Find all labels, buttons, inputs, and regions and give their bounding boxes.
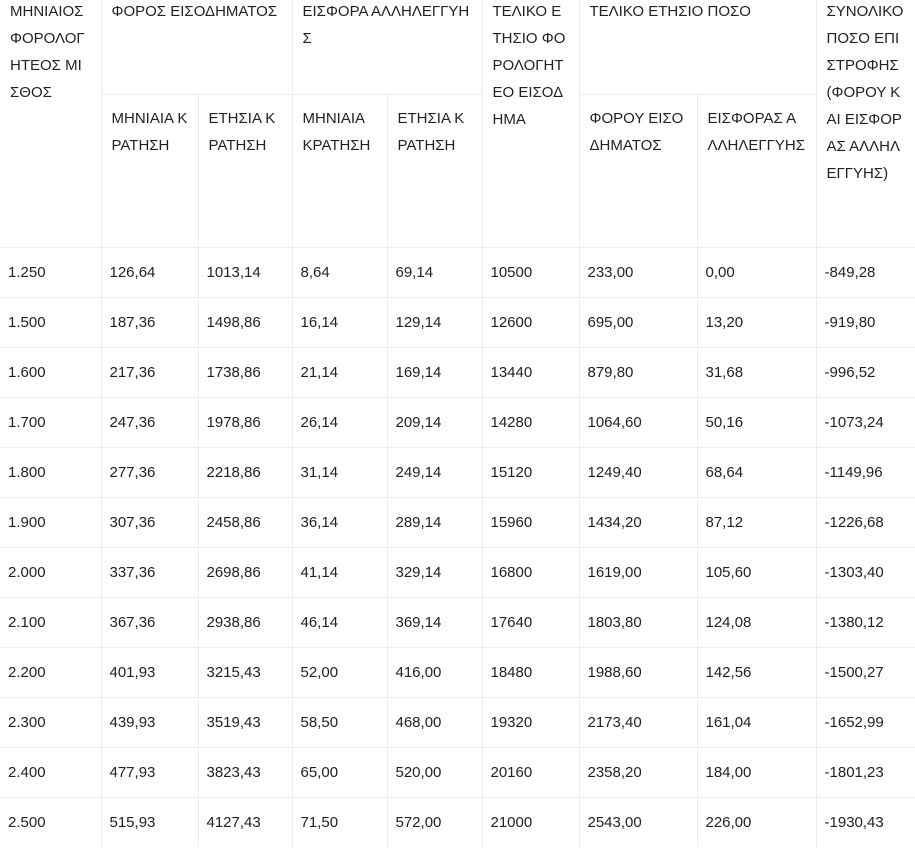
solidarity-monthly-cell: 71,50 [292, 798, 387, 848]
solidarity-annual-cell: 289,14 [387, 498, 482, 548]
final-solidarity-cell: 184,00 [697, 748, 816, 798]
income-tax-monthly-cell: 247,36 [101, 398, 198, 448]
final-solidarity-cell: 124,08 [697, 598, 816, 648]
salary-cell: 2.200 [0, 648, 101, 698]
header-monthly-salary: ΜΗΝΙΑΙΟΣ ΦΟΡΟΛΟΓΗΤΕΟΣ ΜΙΣΘΟΣ [0, 0, 101, 248]
total-refund-cell: -849,28 [816, 248, 915, 298]
table-row [0, 298, 915, 348]
final-solidarity-cell: 105,60 [697, 548, 816, 598]
income-tax-annual-cell: 2698,86 [198, 548, 292, 598]
final-solidarity-cell: 50,16 [697, 398, 816, 448]
total-refund-cell: -1652,99 [816, 698, 915, 748]
total-refund-cell: -1500,27 [816, 648, 915, 698]
header-total-refund: ΣΥΝΟΛΙΚΟ ΠΟΣΟ ΕΠΙΣΤΡΟΦΗΣ (ΦΟΡΟΥ ΚΑΙ ΕΙΣΦΟΡΑΣ ΑΛΛΗΛΕΓΓΥΗΣ) [816, 0, 915, 248]
table-row [0, 448, 915, 498]
salary-cell: 1.900 [0, 498, 101, 548]
solidarity-annual-cell: 416,00 [387, 648, 482, 698]
solidarity-annual-cell: 129,14 [387, 298, 482, 348]
table-row [0, 398, 915, 448]
table-row [0, 598, 915, 648]
income-tax-annual-cell: 2458,86 [198, 498, 292, 548]
income-tax-annual-cell: 1738,86 [198, 348, 292, 398]
salary-cell: 2.400 [0, 748, 101, 798]
final-taxable-income-cell: 16800 [482, 548, 579, 598]
header-final-taxable-income: ΤΕΛΙΚΟ ΕΤΗΣΙΟ ΦΟΡΟΛΟΓΗΤΕΟ ΕΙΣΟΔΗΜΑ [482, 0, 579, 248]
income-tax-monthly-cell: 515,93 [101, 798, 198, 848]
table-row [0, 348, 915, 398]
header-solidarity-monthly: ΜΗΝΙΑΙΑ ΚΡΑΤΗΣΗ [292, 95, 387, 248]
table-body [0, 248, 915, 848]
total-refund-cell: -996,52 [816, 348, 915, 398]
salary-cell: 2.500 [0, 798, 101, 848]
header-solidarity-annual: ΕΤΗΣΙΑ ΚΡΑΤΗΣΗ [387, 95, 482, 248]
income-tax-monthly-cell: 217,36 [101, 348, 198, 398]
solidarity-monthly-cell: 8,64 [292, 248, 387, 298]
income-tax-monthly-cell: 126,64 [101, 248, 198, 298]
salary-cell: 1.500 [0, 298, 101, 348]
final-income-tax-cell: 1249,40 [579, 448, 697, 498]
total-refund-cell: -1303,40 [816, 548, 915, 598]
solidarity-annual-cell: 249,14 [387, 448, 482, 498]
final-taxable-income-cell: 14280 [482, 398, 579, 448]
table-row [0, 698, 915, 748]
header-final-income-tax: ΦΟΡΟΥ ΕΙΣΟΔΗΜΑΤΟΣ [579, 95, 697, 248]
income-tax-monthly-cell: 367,36 [101, 598, 198, 648]
income-tax-monthly-cell: 477,93 [101, 748, 198, 798]
total-refund-cell: -919,80 [816, 298, 915, 348]
salary-cell: 2.100 [0, 598, 101, 648]
final-income-tax-cell: 1803,80 [579, 598, 697, 648]
final-income-tax-cell: 1064,60 [579, 398, 697, 448]
final-solidarity-cell: 31,68 [697, 348, 816, 398]
final-income-tax-cell: 2358,20 [579, 748, 697, 798]
final-taxable-income-cell: 18480 [482, 648, 579, 698]
final-solidarity-cell: 87,12 [697, 498, 816, 548]
solidarity-annual-cell: 329,14 [387, 548, 482, 598]
solidarity-monthly-cell: 36,14 [292, 498, 387, 548]
final-solidarity-cell: 13,20 [697, 298, 816, 348]
final-solidarity-cell: 161,04 [697, 698, 816, 748]
final-income-tax-cell: 695,00 [579, 298, 697, 348]
final-taxable-income-cell: 20160 [482, 748, 579, 798]
total-refund-cell: -1226,68 [816, 498, 915, 548]
total-refund-cell: -1149,96 [816, 448, 915, 498]
solidarity-monthly-cell: 46,14 [292, 598, 387, 648]
total-refund-cell: -1930,43 [816, 798, 915, 848]
final-income-tax-cell: 879,80 [579, 348, 697, 398]
final-income-tax-cell: 2543,00 [579, 798, 697, 848]
header-income-tax-annual: ΕΤΗΣΙΑ ΚΡΑΤΗΣΗ [198, 95, 292, 248]
final-taxable-income-cell: 12600 [482, 298, 579, 348]
solidarity-monthly-cell: 65,00 [292, 748, 387, 798]
final-solidarity-cell: 226,00 [697, 798, 816, 848]
income-tax-monthly-cell: 277,36 [101, 448, 198, 498]
solidarity-monthly-cell: 58,50 [292, 698, 387, 748]
final-solidarity-cell: 142,56 [697, 648, 816, 698]
income-tax-monthly-cell: 401,93 [101, 648, 198, 698]
income-tax-monthly-cell: 439,93 [101, 698, 198, 748]
solidarity-monthly-cell: 16,14 [292, 298, 387, 348]
final-taxable-income-cell: 21000 [482, 798, 579, 848]
solidarity-monthly-cell: 26,14 [292, 398, 387, 448]
income-tax-annual-cell: 1498,86 [198, 298, 292, 348]
income-tax-annual-cell: 3823,43 [198, 748, 292, 798]
header-income-tax-monthly: ΜΗΝΙΑΙΑ ΚΡΑΤΗΣΗ [101, 95, 198, 248]
total-refund-cell: -1073,24 [816, 398, 915, 448]
header-final-solidarity: ΕΙΣΦΟΡΑΣ ΑΛΛΗΛΕΓΓΥΗΣ [697, 95, 816, 248]
final-taxable-income-cell: 19320 [482, 698, 579, 748]
header-income-tax: ΦΟΡΟΣ ΕΙΣΟΔΗΜΑΤΟΣ [101, 0, 292, 95]
table-row [0, 498, 915, 548]
salary-cell: 1.250 [0, 248, 101, 298]
solidarity-monthly-cell: 52,00 [292, 648, 387, 698]
solidarity-annual-cell: 69,14 [387, 248, 482, 298]
income-tax-monthly-cell: 337,36 [101, 548, 198, 598]
solidarity-annual-cell: 572,00 [387, 798, 482, 848]
total-refund-cell: -1380,12 [816, 598, 915, 648]
table-row [0, 798, 915, 848]
solidarity-monthly-cell: 21,14 [292, 348, 387, 398]
final-solidarity-cell: 68,64 [697, 448, 816, 498]
income-tax-annual-cell: 1978,86 [198, 398, 292, 448]
income-tax-annual-cell: 2938,86 [198, 598, 292, 648]
income-tax-annual-cell: 1013,14 [198, 248, 292, 298]
income-tax-annual-cell: 3215,43 [198, 648, 292, 698]
solidarity-monthly-cell: 31,14 [292, 448, 387, 498]
solidarity-annual-cell: 369,14 [387, 598, 482, 648]
final-income-tax-cell: 1988,60 [579, 648, 697, 698]
salary-cell: 1.600 [0, 348, 101, 398]
final-income-tax-cell: 1434,20 [579, 498, 697, 548]
final-taxable-income-cell: 17640 [482, 598, 579, 648]
salary-cell: 1.700 [0, 398, 101, 448]
salary-cell: 2.300 [0, 698, 101, 748]
final-taxable-income-cell: 15960 [482, 498, 579, 548]
table-row [0, 748, 915, 798]
salary-cell: 2.000 [0, 548, 101, 598]
solidarity-annual-cell: 468,00 [387, 698, 482, 748]
final-income-tax-cell: 2173,40 [579, 698, 697, 748]
final-income-tax-cell: 233,00 [579, 248, 697, 298]
total-refund-cell: -1801,23 [816, 748, 915, 798]
income-tax-monthly-cell: 187,36 [101, 298, 198, 348]
header-solidarity-contribution: ΕΙΣΦΟΡΑ ΑΛΛΗΛΕΓΓΥΗΣ [292, 0, 482, 95]
final-income-tax-cell: 1619,00 [579, 548, 697, 598]
table-row [0, 548, 915, 598]
final-taxable-income-cell: 13440 [482, 348, 579, 398]
table-row [0, 248, 915, 298]
income-tax-annual-cell: 4127,43 [198, 798, 292, 848]
salary-cell: 1.800 [0, 448, 101, 498]
income-tax-annual-cell: 3519,43 [198, 698, 292, 748]
header-final-annual-amount: ΤΕΛΙΚΟ ΕΤΗΣΙΟ ΠΟΣΟ [579, 0, 816, 95]
solidarity-monthly-cell: 41,14 [292, 548, 387, 598]
income-tax-annual-cell: 2218,86 [198, 448, 292, 498]
final-taxable-income-cell: 15120 [482, 448, 579, 498]
final-taxable-income-cell: 10500 [482, 248, 579, 298]
solidarity-annual-cell: 209,14 [387, 398, 482, 448]
solidarity-annual-cell: 520,00 [387, 748, 482, 798]
solidarity-annual-cell: 169,14 [387, 348, 482, 398]
table-row [0, 648, 915, 698]
final-solidarity-cell: 0,00 [697, 248, 816, 298]
income-tax-monthly-cell: 307,36 [101, 498, 198, 548]
